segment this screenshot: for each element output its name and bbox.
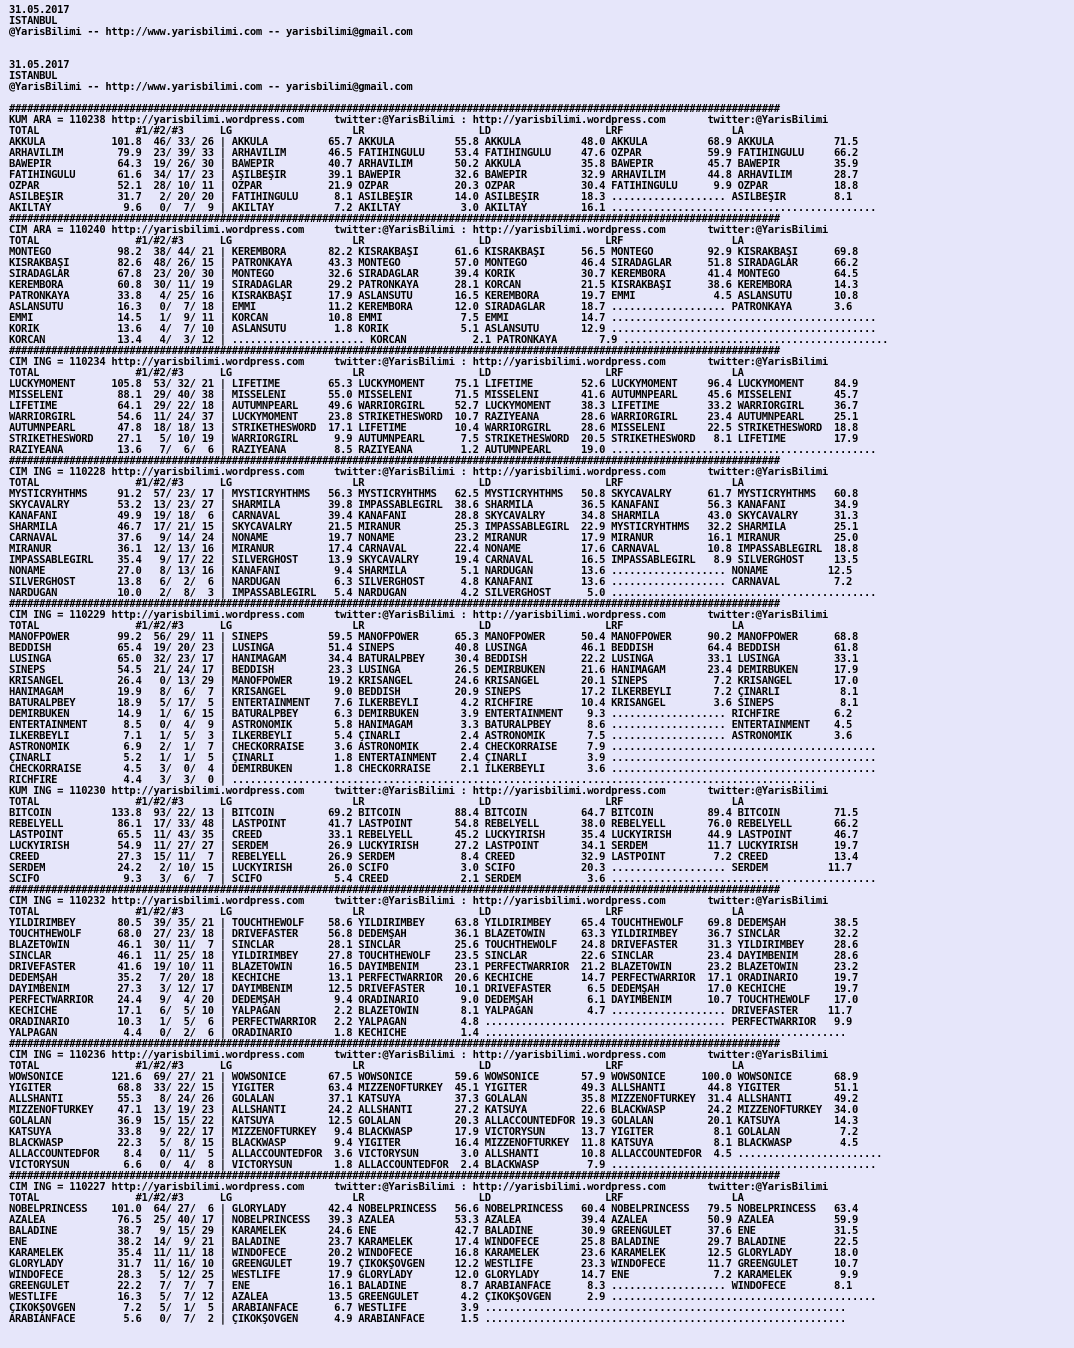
report-line: ÇINARLI 5.2 1/ 1/ 5 | ÇINARLI 1.8 ENTERTAINMENT 2.4 ÇINARLI 3.9 ............................................ [9, 753, 877, 764]
report-line: YIGITER 68.8 33/ 22/ 15 | YIGITER 63.4 MIZZENOFTURKEY 45.1 YIGITER 49.3 ALLSHANTI 44.8 YIGITER 51.1 [9, 1083, 859, 1094]
report-line: 31.05.2017 [9, 60, 70, 71]
report-line: 31.05.2017 [9, 5, 70, 16]
report-line: DRIVEFASTER 41.6 19/ 10/ 11 | BLAZETOWIN 16.5 DAYIMBENIM 23.1 PERFECTWARRIOR 21.2 BLAZETOWIN 23.2 BLAZETOWIN 23.2 [9, 962, 859, 973]
report-line: YILDIRIMBEY 80.5 39/ 35/ 21 | TOUCHTHEWOLF 58.6 YILDIRIMBEY 63.8 YILDIRIMBEY 65.4 TOUCHTHEWOLF 69.8 DEDEMŞAH 38.5 [9, 918, 859, 929]
race-header-line: KUM ARA = 110238 http://yarisbilimi.wordpress.com twitter:@YarisBilimi : http://yarisbilimi.wordpress.com twitter:@YarisBilimi [9, 115, 828, 126]
race-header-line: CIM ING = 110228 http://yarisbilimi.wordpress.com twitter:@YarisBilimi : http://yarisbilimi.wordpress.com twitter:@YarisBilimi [9, 467, 828, 478]
report-line: KISRAKBAŞI 82.6 48/ 26/ 15 | PATRONKAYA 43.3 MONTEGO 57.0 MONTEGO 46.4 SIRADAGLAR 51.8 SIRADAGLAR 66.2 [9, 258, 859, 269]
report-line: NARDUGAN 10.0 2/ 8/ 3 | IMPASSABLEGIRL 5.4 NARDUGAN 4.2 SILVERGHOST 5.0 ............................................ [9, 588, 877, 599]
report-line: ÇIKOKŞOVGEN 7.2 5/ 1/ 5 | ARABIANFACE 6.7 WESTLIFE 3.9 ............................................................ [9, 1303, 846, 1314]
report-line: NOBELPRINCESS 101.0 64/ 27/ 6 | GLORYLADY 42.4 NOBELPRINCESS 56.6 NOBELPRINCESS 60.4 NOBELPRINCESS 79.5 NOBELPRINCESS 63.4 [9, 1204, 859, 1215]
separator-line: ################################################################################################################################ [9, 1039, 780, 1050]
report-line: KEREMBORA 60.8 30/ 11/ 19 | SIRADAGLAR 29.2 PATRONKAYA 28.1 KORCAN 21.5 KISRAKBAŞI 38.6 KEREMBORA 14.3 [9, 280, 859, 291]
report-line: ASLANSUTU 16.3 0/ 7/ 18 | EMMI 11.2 KEREMBORA 12.0 SIRADAGLAR 18.7 ................... PATRONKAYA 3.6 [9, 302, 853, 313]
report-line: SILVERGHOST 13.8 6/ 2/ 6 | NARDUGAN 6.3 SILVERGHOST 4.8 KANAFANI 13.6 ................... CARNAVAL 7.2 [9, 577, 853, 588]
report-line: DEMIRBUKEN 14.9 1/ 6/ 15 | BATURALPBEY 6.3 DEMIRBUKEN 3.9 ENTERTAINMENT 9.3 ................... RICHFIRE 6.2 [9, 709, 853, 720]
report-line: DEDEMŞAH 35.2 7/ 20/ 18 | KECHICHE 13.1 PERFECTWARRIOR 20.6 KECHICHE 14.7 PERFECTWARRIOR 17.1 ORADINARIO 19.7 [9, 973, 859, 984]
report-line: CARNAVAL 37.6 9/ 14/ 24 | NONAME 19.7 NONAME 23.2 MIRANUR 17.9 MIRANUR 16.1 MIRANUR 25.0 [9, 533, 859, 544]
separator-line: ################################################################################################################################ [9, 104, 780, 115]
report-line: @YarisBilimi -- http://www.yarisbilimi.com -- yarisbilimi@gmail.com [9, 82, 413, 93]
column-header-line: TOTAL #1/#2/#3 LG LR LD LRF LA [9, 1061, 744, 1072]
report-line: BLACKWASP 22.3 5/ 8/ 15 | BLACKWASP 9.4 YIGITER 16.4 MIZZENOFTURKEY 11.8 KATSUYA 8.1 BLACKWASP 4.5 [9, 1138, 859, 1149]
report-line: ORADINARIO 10.3 1/ 5/ 6 | PERFECTWARRIOR 2.2 YALPAGAN 4.8 ........................................ PERFECTWARRIOR 9.9 [9, 1017, 853, 1028]
report-line: BAWEPIR 64.3 19/ 26/ 30 | BAWEPIR 40.7 ARHAVİLİM 50.2 AKKULA 35.8 BAWEPIR 45.7 BAWEPIR 35.9 [9, 159, 859, 170]
report-line: ARHAVİLİM 79.9 23/ 39/ 33 | ARHAVİLİM 46.5 FATİHİNGÜLÜ 53.4 FATİHİNGÜLÜ 47.6 OZPAR 59.9 FATİHİNGÜLÜ 66.2 [9, 148, 859, 159]
report-line: ARABIANFACE 5.6 0/ 7/ 2 | ÇIKOKŞOVGEN 4.9 ARABIANFACE 1.5 ............................................................ [9, 1314, 846, 1325]
report-line: SCIFO 9.3 3/ 6/ 7 | SCIFO 5.4 CREED 2.1 SERDEM 3.6 ............................................ [9, 874, 877, 885]
report-line: KORCAN 13.4 4/ 3/ 12 | ...................... KORCAN 2.1 PATRONKAYA 7.9 ............................................ [9, 335, 889, 346]
report-line: AZALEA 76.5 25/ 40/ 17 | NOBELPRINCESS 39.3 AZALEA 53.3 AZALEA 39.4 AZALEA 50.9 AZALEA 59.9 [9, 1215, 859, 1226]
report-line: İLKERBEYLİ 7.1 1/ 5/ 3 | İLKERBEYLİ 5.4 ÇINARLI 2.4 ASTRONOMIK 7.5 ................... ASTRONOMIK 3.6 [9, 731, 853, 742]
report-line: SINEPS 54.5 21/ 24/ 17 | BEDDISH 23.3 LUSINGA 26.5 DEMIRBUKEN 21.6 HANIMAGAM 23.4 DEMIRBUKEN 17.9 [9, 665, 859, 676]
race-header-line: CIM ING = 110227 http://yarisbilimi.wordpress.com twitter:@YarisBilimi : http://yarisbilimi.wordpress.com twitter:@YarisBilimi [9, 1182, 828, 1193]
column-header-line: TOTAL #1/#2/#3 LG LR LD LRF LA [9, 621, 744, 632]
report-line: GOLALAN 36.9 15/ 15/ 22 | KATSUYA 12.5 GOLALAN 20.3 ALLACCOUNTEDFOR 19.3 GOLALAN 20.1 KATSUYA 14.3 [9, 1116, 859, 1127]
report-line: AUTUMNPEARL 47.8 18/ 18/ 13 | STRIKETHESWORD 17.1 LIFETIME 10.4 WARRIORGIRL 28.6 MISSELENI 22.5 STRIKETHESWORD 18.8 [9, 423, 859, 434]
report-line: ASTRONOMIK 6.9 2/ 1/ 7 | CHECKORRAISE 3.6 ASTRONOMIK 2.4 CHECKORRAISE 7.9 ............................................ [9, 742, 877, 753]
report-line: WESTLIFE 16.3 5/ 7/ 12 | AZALEA 13.5 GREENGULET 4.2 ÇIKOKŞOVGEN 2.9 ............................................ [9, 1292, 877, 1303]
report-line: YALPAGAN 4.4 0/ 2/ 6 | ORADINARIO 1.8 KECHICHE 1.4 ............................................................ [9, 1028, 846, 1039]
report-line: HANIMAGAM 19.9 8/ 6/ 7 | KRISANGEL 9.0 BEDDISH 20.9 SINEPS 17.2 İLKERBEYLİ 7.2 ÇINARLI 8.1 [9, 687, 859, 698]
report-line: IMPASSABLEGIRL 35.4 9/ 17/ 22 | SILVERGHOST 13.9 SKYCAVALRY 19.4 CARNAVAL 16.5 IMPASSABLEGIRL 8.9 SILVERGHOST 13.5 [9, 555, 859, 566]
column-header-line: TOTAL #1/#2/#3 LG LR LD LRF LA [9, 236, 744, 247]
report-line: MISSELENI 88.1 29/ 40/ 38 | MISSELENI 55.0 MISSELENI 71.5 MISSELENI 41.6 AUTUMNPEARL 45.6 MISSELENI 45.7 [9, 390, 859, 401]
report-line: KECHICHE 17.1 6/ 5/ 10 | YALPAGAN 2.2 BLAZETOWIN 8.1 YALPAGAN 4.7 ................... DRIVEFASTER 11.7 [9, 1006, 853, 1017]
report-line: SINCLAR 46.1 11/ 25/ 18 | YILDIRIMBEY 27.8 TOUCHTHEWOLF 23.5 SINCLAR 22.6 SINCLAR 23.4 DAYIMBENIM 28.6 [9, 951, 859, 962]
column-header-line: TOTAL #1/#2/#3 LG LR LD LRF LA [9, 478, 744, 489]
report-line: STRIKETHESWORD 27.1 5/ 10/ 19 | WARRIORGIRL 9.9 AUTUMNPEARL 7.5 STRIKETHESWORD 20.5 STRIKETHESWORD 8.1 LIFETIME 17.9 [9, 434, 859, 445]
report-line: PERFECTWARRIOR 24.4 9/ 4/ 20 | DEDEMŞAH 9.4 ORADINARIO 9.0 DEDEMŞAH 6.1 DAYIMBENIM 10.7 TOUCHTHEWOLF 17.0 [9, 995, 859, 1006]
report-line: WOWSONICE 121.6 69/ 27/ 21 | WOWSONICE 67.5 WOWSONICE 59.6 WOWSONICE 57.9 WOWSONICE 100.0 WOWSONICE 68.9 [9, 1072, 859, 1083]
report-line: ENE 38.2 14/ 9/ 21 | BALADINE 23.7 KARAMELEK 17.4 WINDOFECE 25.8 BALADINE 29.7 BALADINE 22.5 [9, 1237, 859, 1248]
column-header-line: TOTAL #1/#2/#3 LG LR LD LRF LA [9, 907, 744, 918]
report-line: KATSUYA 33.8 9/ 22/ 17 | MIZZENOFTURKEY 9.4 BLACKWASP 17.9 VICTORYSUN 13.7 YIGITER 8.1 GOLALAN 7.2 [9, 1127, 859, 1138]
report-line: OZPAR 52.1 28/ 10/ 11 | OZPAR 21.9 OZPAR 20.3 OZPAR 30.4 FATİHİNGÜLÜ 9.9 OZPAR 18.8 [9, 181, 859, 192]
report-line: KRISANGEL 26.4 0/ 13/ 29 | MANOFPOWER 19.2 KRISANGEL 24.6 KRISANGEL 20.1 SINEPS 7.2 KRISANGEL 17.0 [9, 676, 859, 687]
report-line: VICTORYSUN 6.6 0/ 4/ 8 | VICTORYSUN 1.8 ALLACCOUNTEDFOR 2.4 BLACKWASP 7.9 ............................................ [9, 1160, 877, 1171]
report-line: FATİHİNGÜLÜ 61.6 34/ 17/ 23 | AŞILBEŞİR 39.1 BAWEPIR 32.6 BAWEPIR 32.9 ARHAVİLİM 44.8 ARHAVİLİM 28.7 [9, 170, 859, 181]
report-line: SERDEM 24.2 2/ 10/ 15 | LUCKYIRISH 26.0 SCIFO 3.0 SCIFO 20.3 ................... SERDEM 11.7 [9, 863, 853, 874]
report-line: MIZZENOFTURKEY 47.1 13/ 19/ 23 | ALLSHANTI 24.2 ALLSHANTI 27.2 KATSUYA 22.6 BLACKWASP 24.2 MIZZENOFTURKEY 34.0 [9, 1105, 859, 1116]
report-line: GLORYLADY 31.7 11/ 16/ 10 | GREENGULET 19.7 ÇIKOKŞOVGEN 12.2 WESTLIFE 23.3 WINDOFECE 11.7 GREENGULET 10.7 [9, 1259, 859, 1270]
report-line: MYSTICRYHTHMS 91.2 57/ 23/ 17 | MYSTICRYHTHMS 56.3 MYSTICRYHTHMS 62.5 MYSTICRYHTHMS 50.8 SKYCAVALRY 61.7 MYSTICRYHTHMS 60.8 [9, 489, 859, 500]
report-line: SIRADAGLAR 67.8 23/ 20/ 30 | MONTEGO 32.6 SIRADAGLAR 39.4 KORIK 30.7 KEREMBORA 41.4 MONTEGO 64.5 [9, 269, 859, 280]
report-line: RICHFIRE 4.4 3/ 3/ 0 | ................................................................................................. [9, 775, 816, 786]
report-line: ENTERTAINMENT 8.5 0/ 4/ 9 | ASTRONOMIK 5.8 HANIMAGAM 3.3 BATURALPBEY 8.6 ................... ENTERTAINMENT 4.5 [9, 720, 853, 731]
report-line: KANAFANI 49.9 19/ 18/ 6 | CARNAVAL 39.4 KANAFANI 28.8 SKYCAVALRY 34.8 SHARMILA 43.0 SKYCAVALRY 31.3 [9, 511, 859, 522]
separator-line: ################################################################################################################################ [9, 885, 780, 896]
separator-line: ################################################################################################################################ [9, 456, 780, 467]
race-header-line: CIM ING = 110229 http://yarisbilimi.wordpress.com twitter:@YarisBilimi : http://yarisbilimi.wordpress.com twitter:@YarisBilimi [9, 610, 828, 621]
report-line: ASİLBEŞİR 31.7 2/ 20/ 20 | FATİHİNGÜLÜ 8.1 ASİLBEŞİR 14.0 ASİLBEŞİR 18.3 ................... ASİLBEŞİR 8.1 [9, 192, 853, 203]
report-line: ALLACCOUNTEDFOR 8.4 0/ 11/ 5 | ALLACCOUNTEDFOR 3.6 VICTORYSUN 3.0 ALLSHANTI 10.8 ALLACCOUNTEDFOR 4.5 ........................ [9, 1149, 883, 1160]
race-header-line: CIM ARA = 110240 http://yarisbilimi.wordpress.com twitter:@YarisBilimi : http://yarisbilimi.wordpress.com twitter:@YarisBilimi [9, 225, 828, 236]
column-header-line: TOTAL #1/#2/#3 LG LR LD LRF LA [9, 126, 744, 137]
report-line: NONAME 27.0 8/ 13/ 16 | KANAFANI 9.4 SHARMILA 5.1 NARDUGAN 13.6 ................... NONAME 12.5 [9, 566, 853, 577]
report-line: ISTANBUL [9, 16, 58, 27]
report-line: AKKULA 101.8 46/ 33/ 26 | AKKULA 65.7 AKKULA 55.8 AKKULA 48.0 AKKULA 68.9 AKKULA 71.5 [9, 137, 859, 148]
report-line: AKILTAY 9.6 0/ 7/ 9 | AKILTAY 7.2 AKILTAY 3.0 AKILTAY 16.1 ............................................ [9, 203, 877, 214]
column-header-line: TOTAL #1/#2/#3 LG LR LD LRF LA [9, 368, 744, 379]
blank-line [9, 93, 1074, 104]
separator-line: ################################################################################################################################ [9, 1171, 780, 1182]
report-line: REBELYELL 86.1 17/ 33/ 48 | LASTPOINT 41.7 LASTPOINT 54.8 REBELYELL 38.0 REBELYELL 76.0 REBELYELL 66.2 [9, 819, 859, 830]
report-line: KARAMELEK 35.4 11/ 11/ 18 | WINDOFECE 20.2 WINDOFECE 16.8 KARAMELEK 23.6 KARAMELEK 12.5 GLORYLADY 18.0 [9, 1248, 859, 1259]
report-line: EMMI 14.5 1/ 9/ 11 | KORCAN 10.8 EMMI 7.5 EMMI 14.7 ............................................ [9, 313, 877, 324]
report-line: SKYCAVALRY 53.2 13/ 23/ 27 | SHARMILA 39.8 IMPASSABLEGIRL 38.6 SHARMILA 36.5 KANAFANI 56.3 KANAFANI 34.9 [9, 500, 859, 511]
report-line: LUCKYIRISH 54.9 11/ 27/ 27 | SERDEM 26.9 LUCKYIRISH 27.2 LASTPOINT 34.1 SERDEM 11.7 LUCKYIRISH 19.7 [9, 841, 859, 852]
report-line: RAZIYEANA 13.6 7/ 6/ 6 | RAZIYEANA 8.5 RAZIYEANA 1.2 AUTUMNPEARL 19.0 ............................................ [9, 445, 877, 456]
report-line: LIFETIME 64.1 29/ 22/ 18 | AUTUMNPEARL 49.6 WARRIORGIRL 52.7 LUCKYMOMENT 38.3 LIFETIME 33.2 WARRIORGIRL 36.7 [9, 401, 859, 412]
report-line: CHECKORRAISE 4.5 3/ 0/ 4 | DEMIRBUKEN 1.8 CHECKORRAISE 2.1 İLKERBEYLİ 3.6 ............................................ [9, 764, 877, 775]
report-line: WARRIORGIRL 54.6 11/ 24/ 37 | LUCKYMOMENT 23.8 STRIKETHESWORD 10.7 RAZIYEANA 28.6 WARRIORGIRL 23.4 AUTUMNPEARL 25.1 [9, 412, 859, 423]
report-line: @YarisBilimi -- http://www.yarisbilimi.com -- yarisbilimi@gmail.com [9, 27, 413, 38]
race-header-line: KUM ING = 110230 http://yarisbilimi.wordpress.com twitter:@YarisBilimi : http://yarisbilimi.wordpress.com twitter:@YarisBilimi [9, 786, 828, 797]
report-line: LASTPOINT 65.5 11/ 43/ 35 | CREED 33.1 REBELYELL 45.2 LUCKYIRISH 35.4 LUCKYIRISH 44.9 LASTPOINT 46.7 [9, 830, 859, 841]
column-header-line: TOTAL #1/#2/#3 LG LR LD LRF LA [9, 797, 744, 808]
report-line: CREED 27.3 15/ 11/ 7 | REBELYELL 26.9 SERDEM 8.4 CREED 32.9 LASTPOINT 7.2 CREED 13.4 [9, 852, 859, 863]
blank-line [9, 49, 1074, 60]
report-line: ISTANBUL [9, 71, 58, 82]
report-line: BEDDISH 65.4 19/ 20/ 23 | LUSINGA 51.4 SINEPS 40.8 LUSINGA 46.1 BEDDISH 64.4 BEDDISH 61.8 [9, 643, 859, 654]
report-line: KORIK 13.6 4/ 7/ 10 | ASLANSUTU 1.8 KORIK 5.1 ASLANSUTU 12.9 ............................................ [9, 324, 877, 335]
report-line: DAYIMBENIM 27.3 3/ 12/ 17 | DAYIMBENIM 12.5 DRIVEFASTER 10.1 DRIVEFASTER 6.5 DEDEMŞAH 17.0 KECHICHE 19.7 [9, 984, 859, 995]
report-line: MONTEGO 98.2 38/ 44/ 21 | KEREMBORA 82.2 KISRAKBAŞI 61.6 KISRAKBAŞI 56.5 MONTEGO 92.9 KISRAKBAŞI 69.8 [9, 247, 859, 258]
report-line: LUCKYMOMENT 105.8 53/ 32/ 21 | LIFETIME 65.3 LUCKYMOMENT 75.1 LIFETIME 52.6 LUCKYMOMENT 96.4 LUCKYMOMENT 84.9 [9, 379, 859, 390]
report-line: ALLSHANTI 55.3 8/ 24/ 26 | GOLALAN 37.1 KATSUYA 37.3 GOLALAN 35.8 MIZZENOFTURKEY 31.4 ALLSHANTI 49.2 [9, 1094, 859, 1105]
race-header-line: CIM ING = 110234 http://yarisbilimi.wordpress.com twitter:@YarisBilimi : http://yarisbilimi.wordpress.com twitter:@YarisBilimi [9, 357, 828, 368]
report-line: WINDOFECE 28.3 5/ 12/ 25 | WESTLIFE 17.9 GLORYLADY 12.0 GLORYLADY 14.7 ENE 7.2 KARAMELEK 9.9 [9, 1270, 859, 1281]
report-line: MIRANUR 36.1 12/ 13/ 16 | MIRANUR 17.4 CARNAVAL 22.4 NONAME 17.6 CARNAVAL 10.8 IMPASSABLEGIRL 18.8 [9, 544, 859, 555]
separator-line: ################################################################################################################################ [9, 346, 780, 357]
column-header-line: TOTAL #1/#2/#3 LG LR LD LRF LA [9, 1193, 744, 1204]
report-line: PATRONKAYA 33.8 4/ 25/ 16 | KISRAKBAŞI 17.9 ASLANSUTU 16.5 KEREMBORA 19.7 EMMI 4.5 ASLANSUTU 10.8 [9, 291, 859, 302]
report-line: BLAZETOWIN 46.1 30/ 11/ 7 | SINCLAR 28.1 SINCLAR 25.6 TOUCHTHEWOLF 24.8 DRIVEFASTER 31.3 YILDIRIMBEY 28.6 [9, 940, 859, 951]
race-header-line: CIM ING = 110232 http://yarisbilimi.wordpress.com twitter:@YarisBilimi : http://yarisbilimi.wordpress.com twitter:@YarisBilimi [9, 896, 828, 907]
report-line: SHARMILA 46.7 17/ 21/ 15 | SKYCAVALRY 21.5 MIRANUR 25.3 IMPASSABLEGIRL 22.9 MYSTICRYHTHMS 32.2 SHARMILA 25.1 [9, 522, 859, 533]
separator-line: ################################################################################################################################ [9, 214, 780, 225]
report-line: BITCOIN 133.8 93/ 22/ 13 | BITCOIN 69.2 BITCOIN 88.4 BITCOIN 64.7 BITCOIN 89.4 BITCOIN 71.5 [9, 808, 859, 819]
race-header-line: CIM ING = 110236 http://yarisbilimi.wordpress.com twitter:@YarisBilimi : http://yarisbilimi.wordpress.com twitter:@YarisBilimi [9, 1050, 828, 1061]
separator-line: ################################################################################################################################ [9, 599, 780, 610]
report-line: BALADINE 38.7 9/ 15/ 29 | KARAMELEK 24.6 ENE 42.7 BALADINE 30.9 GREENGULET 37.6 ENE 31.5 [9, 1226, 859, 1237]
report-line: BATURALPBEY 18.9 5/ 17/ 5 | ENTERTAINMENT 7.6 İLKERBEYLİ 4.2 RICHFIRE 10.4 KRISANGEL 3.6 SINEPS 8.1 [9, 698, 859, 709]
report-line: GREENGULET 22.2 7/ 7/ 7 | ENE 16.1 BALADINE 8.7 ARABIANFACE 8.3 ................... WINDOFECE 8.1 [9, 1281, 853, 1292]
report-line: TOUCHTHEWOLF 68.0 27/ 23/ 18 | DRIVEFASTER 56.8 DEDEMŞAH 36.1 BLAZETOWIN 63.3 YILDIRIMBEY 36.7 SINCLAR 32.2 [9, 929, 859, 940]
report-line: MANOFPOWER 99.2 56/ 29/ 11 | SINEPS 59.5 MANOFPOWER 65.3 MANOFPOWER 50.4 MANOFPOWER 90.2 MANOFPOWER 68.8 [9, 632, 859, 643]
blank-line [9, 38, 1074, 49]
report-line: LUSINGA 65.0 32/ 23/ 17 | HANIMAGAM 34.4 BATURALPBEY 30.4 BEDDISH 22.2 LUSINGA 33.1 LUSINGA 33.1 [9, 654, 859, 665]
